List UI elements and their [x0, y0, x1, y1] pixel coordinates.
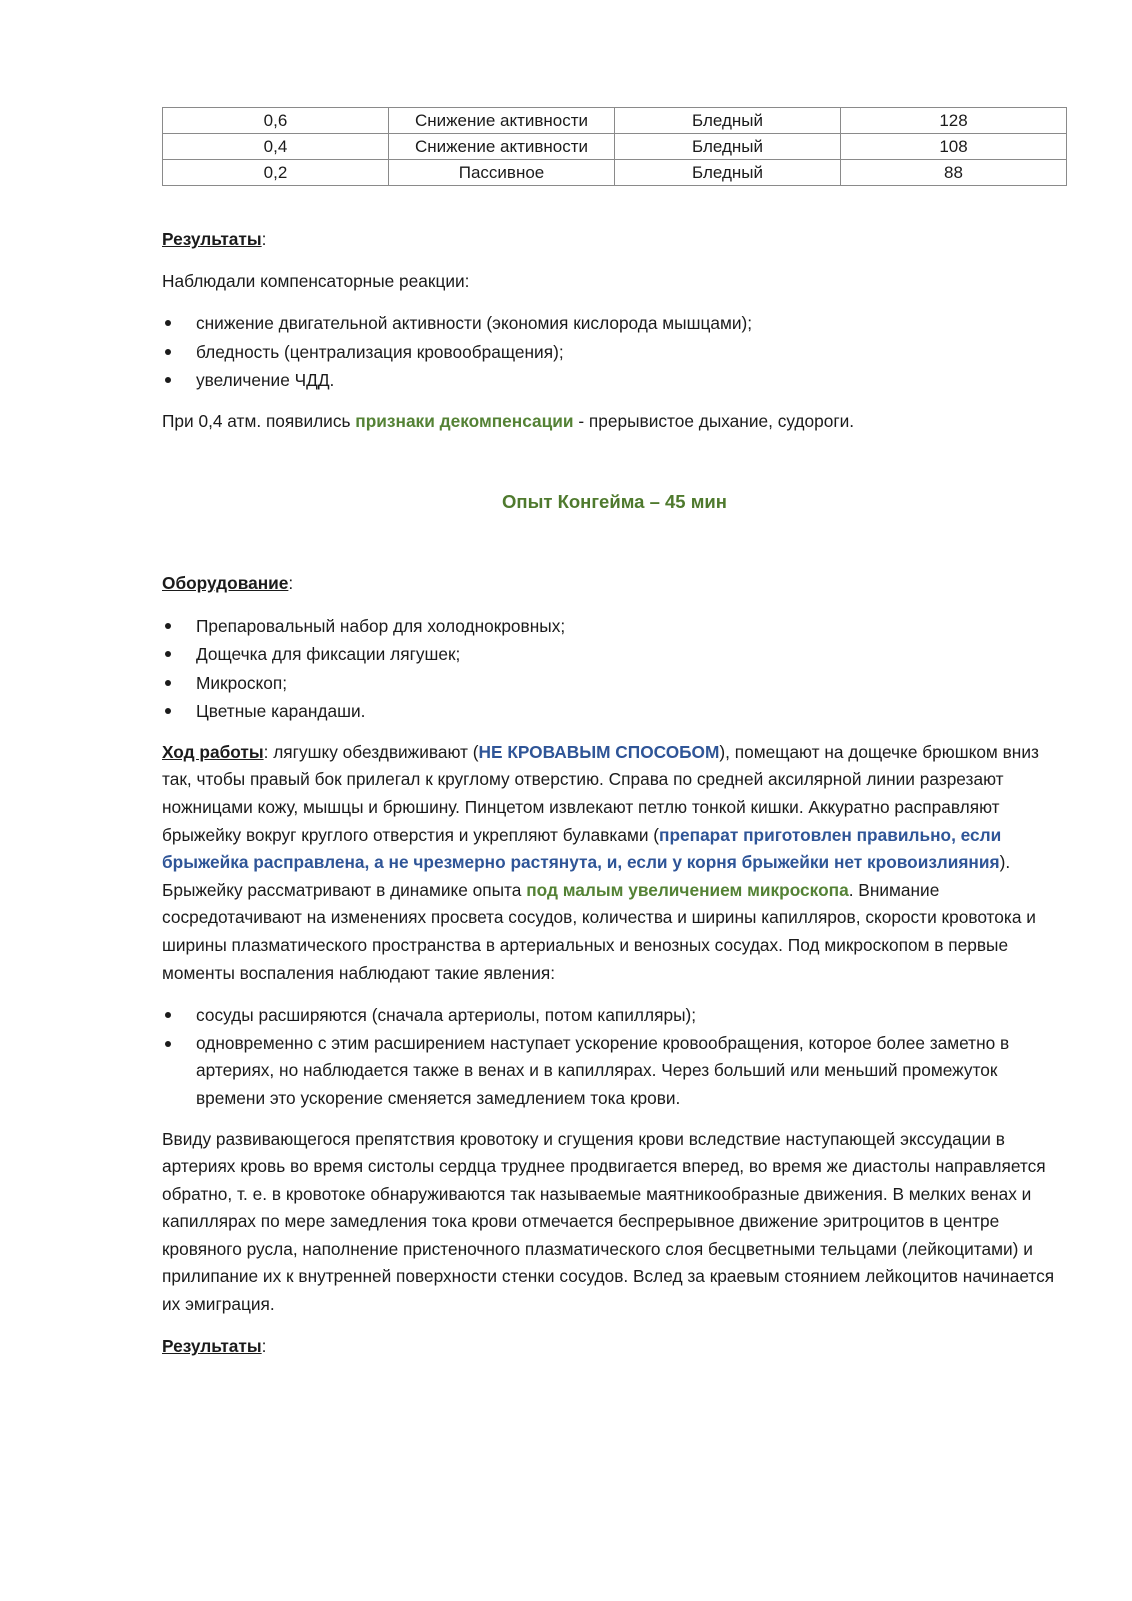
document-page	[162, 107, 1067, 1360]
observations-list	[162, 1001, 1067, 1112]
results-heading	[162, 226, 1067, 254]
highlight-text: под малым увеличением микроскопа	[526, 879, 849, 900]
bullet-icon	[165, 651, 171, 657]
results-colon: :	[261, 1335, 267, 1356]
table-row	[163, 134, 1067, 160]
conclusion-text-end: - прерывистое дыхание, судороги.	[573, 410, 855, 431]
list-item	[162, 1030, 1067, 1113]
bullet-icon	[165, 349, 171, 355]
table-cell: 0,4	[163, 134, 389, 160]
table-cell: Пассивное	[389, 160, 615, 186]
data-table	[162, 107, 1067, 186]
body-paragraph: Ввиду развивающегося препятствия кровотоку и сгущения крови вследствие наступающей экссудации в артериях кровь во время систолы сердца труднее продвигается вперед, во время же диастолы направляется обратно, т. е. в кровотоке обнаруживаются так называемые маятникообразные движения. В мелких венах и капиллярах по мере замедления тока крови отмечается беспрерывное движение эритроцитов в центре кровяного русла, наполнение пристеночного плазматического слоя бесцветными тельцами (лейкоцитами) и прилипание их к внутренней поверхности стенки сосудов. Вслед за краевым стоянием лейкоцитов начинается их эмиграция.	[162, 1128, 1055, 1315]
list-item	[162, 669, 1067, 698]
table-cell: 108	[841, 134, 1067, 160]
list-item-text: Дощечка для фиксации лягушек;	[196, 644, 461, 665]
results-colon: :	[261, 229, 267, 249]
list-item-text: Цветные карандаши.	[196, 701, 366, 722]
equipment-label: Оборудование	[162, 573, 289, 594]
bullet-icon	[165, 1041, 171, 1047]
conclusion-text: При 0,4 атм. появились	[162, 410, 356, 431]
table-row	[163, 160, 1067, 186]
results-intro: Наблюдали компенсаторные реакции:	[162, 270, 470, 291]
bullet-icon	[165, 708, 171, 714]
bullet-icon	[165, 623, 171, 629]
list-item-text: снижение двигательной активности (экономия кислорода мышцами);	[196, 313, 753, 334]
results-list	[162, 309, 1067, 395]
procedure-text: ). Брыжейку рассматривают в динамике опыта	[162, 852, 1011, 900]
table-cell: 88	[841, 160, 1067, 186]
bullet-icon	[165, 320, 171, 326]
list-item-text: бледность (централизация кровообращения);	[196, 341, 564, 362]
list-item	[162, 1001, 1067, 1030]
list-item-text: одновременно с этим расширением наступает ускорение кровообращения, которое более заметно в артериях, но наблюдается также в венах и в капиллярах. Через больший или меньший промежуток времени это ускорение сменяется замедлением тока крови.	[196, 1032, 1010, 1108]
results-label: Результаты	[162, 1335, 262, 1356]
list-item	[162, 366, 1067, 395]
highlight-text: НЕ КРОВАВЫМ СПОСОБОМ	[478, 741, 720, 762]
table-cell: Снижение активности	[389, 108, 615, 134]
equipment-heading	[162, 570, 1067, 598]
list-item-text: Микроскоп;	[196, 672, 287, 693]
procedure-label: Ход работы	[162, 741, 264, 762]
table-cell: Бледный	[615, 160, 841, 186]
highlight-text: признаки декомпенсации	[355, 410, 574, 431]
table-cell: Снижение активности	[389, 134, 615, 160]
list-item	[162, 612, 1067, 641]
list-item-text: Препаровальный набор для холоднокровных;	[196, 615, 566, 636]
list-item-text: увеличение ЧДД.	[196, 370, 335, 391]
equipment-colon: :	[288, 573, 294, 594]
results-label: Результаты	[162, 229, 262, 249]
procedure-paragraph	[162, 739, 1067, 987]
procedure-text: . Внимание сосредотачивают на изменениях просвета сосудов, количества и ширины капилляров, скорости кровотока и ширины плазматического пространства в артериальных и венозных сосудах. Под микроскопом в первые моменты воспаления наблюдают такие явления:	[162, 879, 1036, 983]
list-item	[162, 338, 1067, 367]
bullet-icon	[165, 377, 171, 383]
highlight-text: препарат приготовлен правильно, если брыжейка расправлена, а не чрезмерно растянута, и, если у корня брыжейки нет кровоизлияния	[162, 824, 1002, 873]
section-title: Опыт Конгейма – 45 мин	[502, 491, 727, 513]
procedure-text: : лягушку обездвиживают (	[263, 741, 479, 762]
results-heading-2	[162, 1333, 1067, 1361]
list-item	[162, 309, 1067, 338]
table-cell: 128	[841, 108, 1067, 134]
table-cell: Бледный	[615, 108, 841, 134]
bullet-icon	[165, 1012, 171, 1018]
list-item	[162, 640, 1067, 669]
results-conclusion	[162, 408, 1067, 436]
table-cell: 0,6	[163, 108, 389, 134]
list-item	[162, 697, 1067, 726]
table-cell: Бледный	[615, 134, 841, 160]
list-item-text: сосуды расширяются (сначала артериолы, потом капилляры);	[196, 1005, 697, 1026]
bullet-icon	[165, 680, 171, 686]
table-cell: 0,2	[163, 160, 389, 186]
table-row	[163, 108, 1067, 134]
procedure-text: ), помещают на дощечке брюшком вниз так, чтобы правый бок прилегал к круглому отверстию. Справа по средней аксилярной линии разрезают ножницами кожу, мышцы и брюшину. Пинцетом извлекают петлю тонкой кишки. Аккуратно расправляют брыжейку вокруг круглого отверстия и укрепляют булавками (	[162, 741, 1039, 845]
equipment-list	[162, 612, 1067, 726]
